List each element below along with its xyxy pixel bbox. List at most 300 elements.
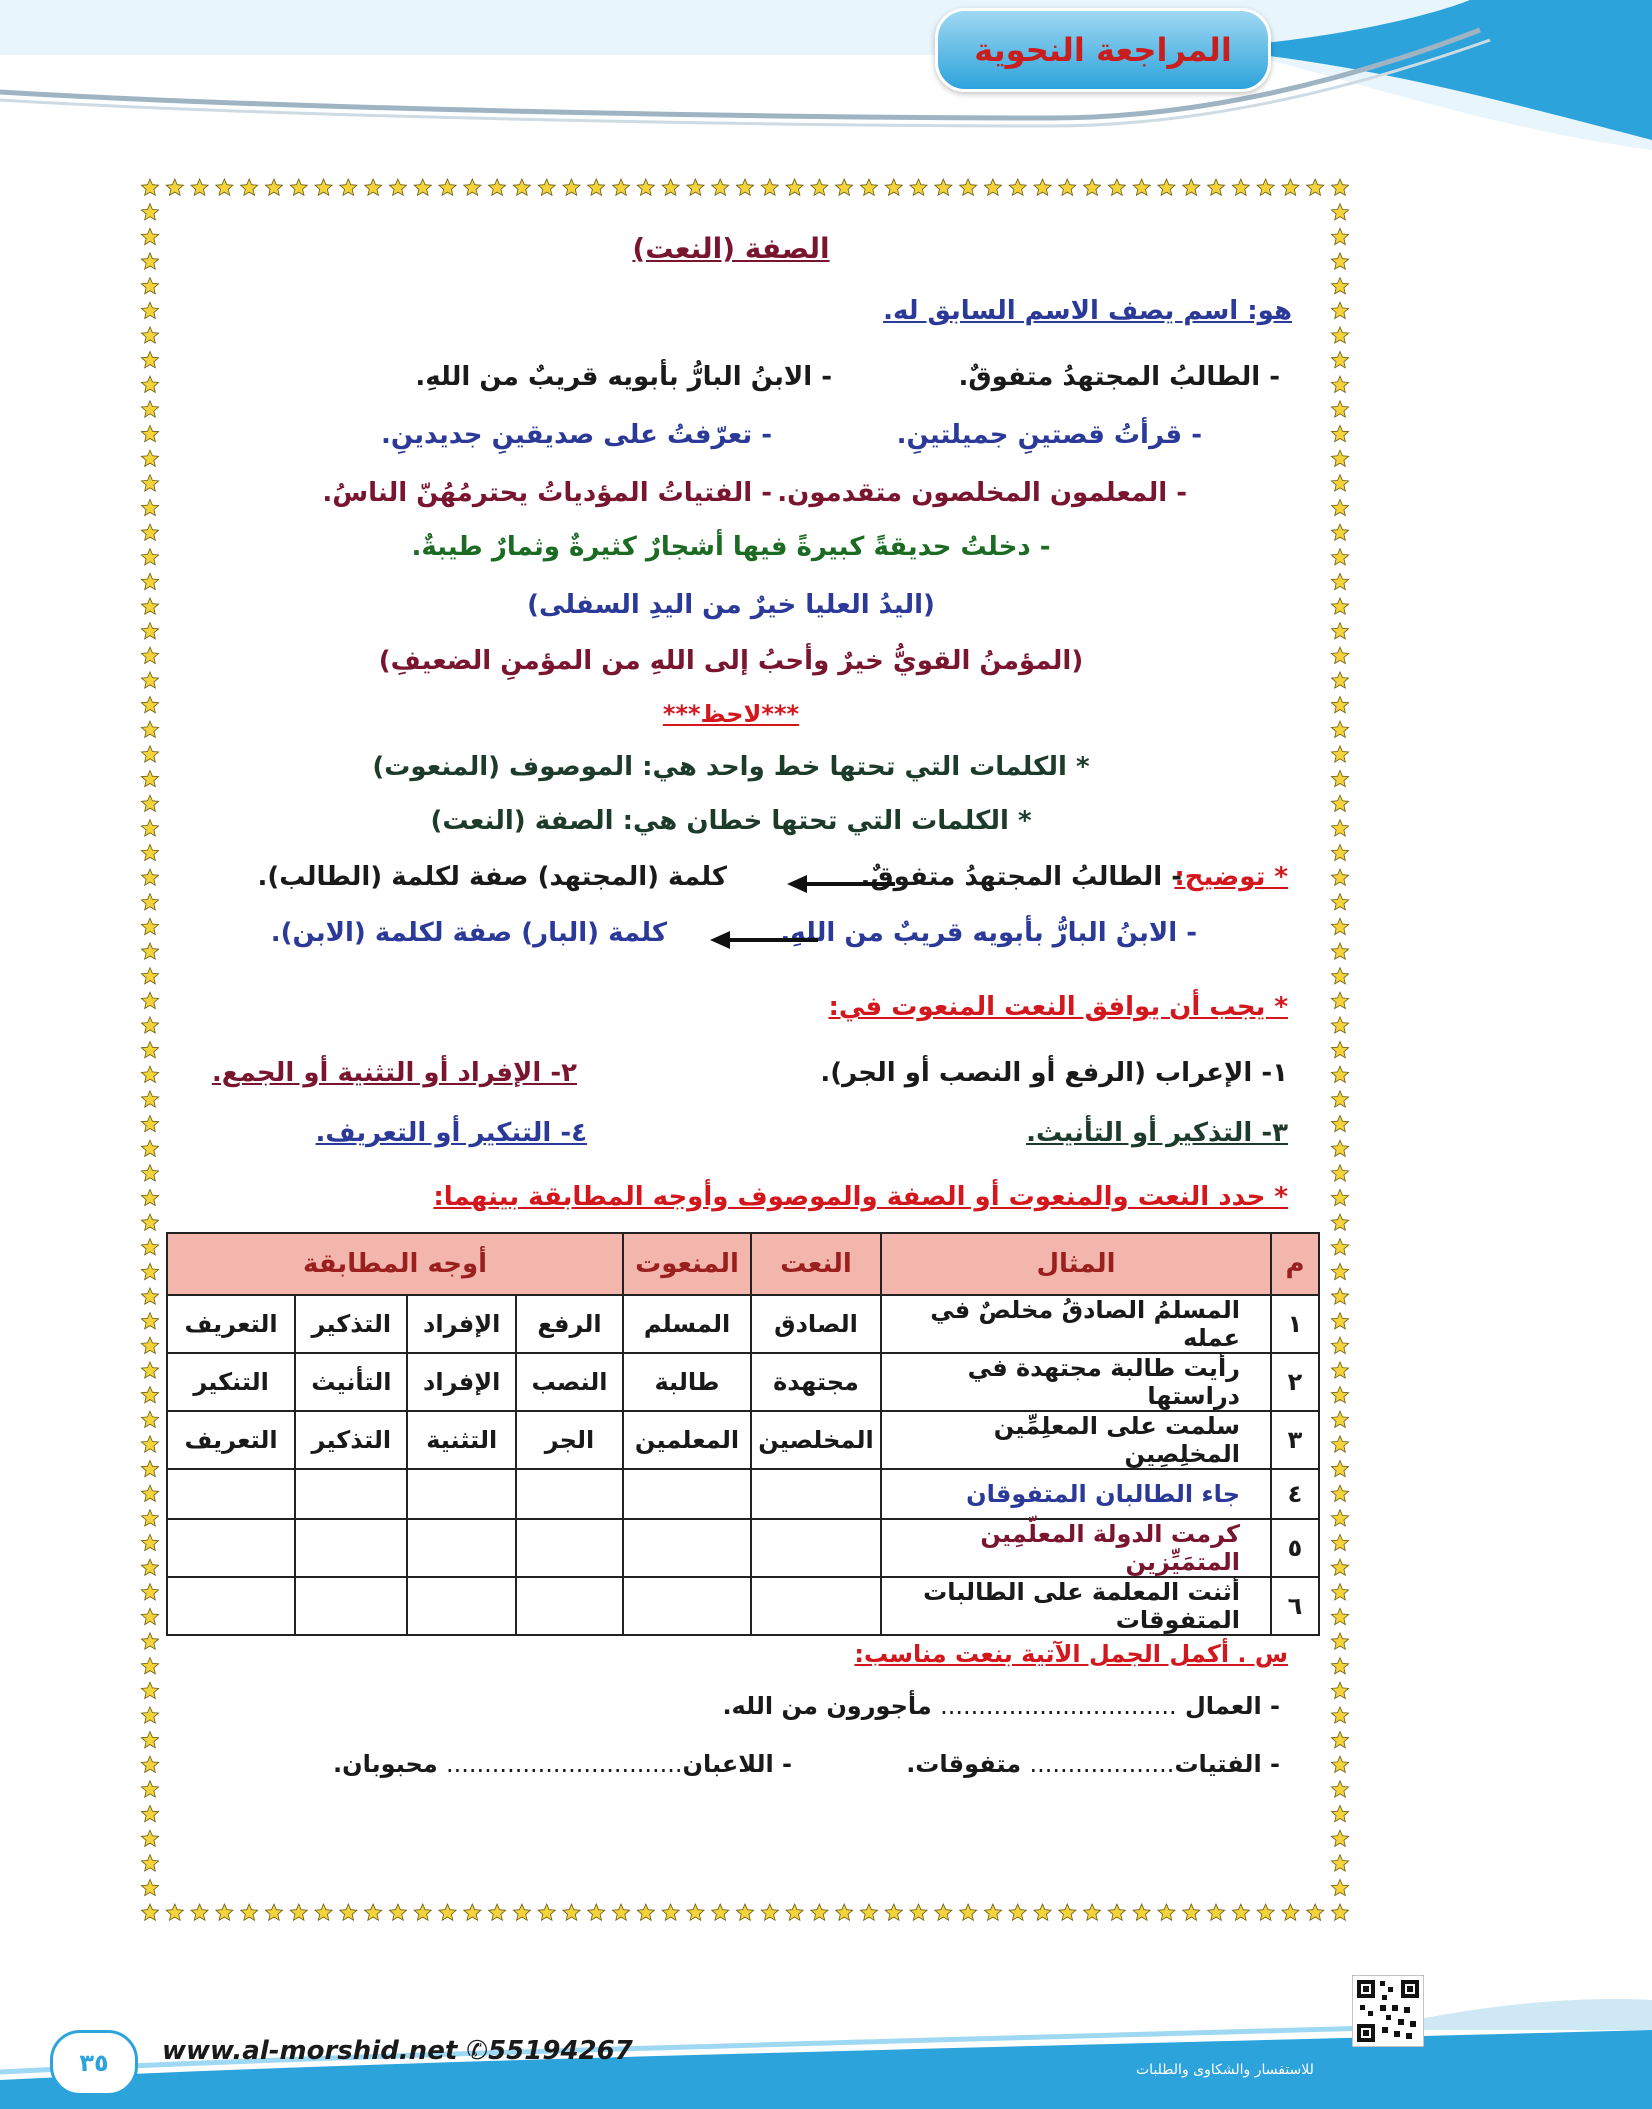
star-icon	[191, 179, 208, 195]
row-number: ٦	[1271, 1577, 1319, 1635]
example-2a: - قرأتُ قصتينِ جميلتينِ.	[896, 420, 1202, 450]
star-icon	[141, 1362, 158, 1378]
star-icon	[1331, 598, 1348, 614]
star-icon	[464, 1904, 481, 1920]
agreement-item: ١- الإعراب (الرفع أو النصب أو الجر).	[820, 1058, 1288, 1088]
example-garden: - دخلتُ حديقةً كبيرةً فيها أشجارٌ كثيرةٌ وثمارٌ طيبةٌ.	[411, 532, 1051, 562]
star-icon	[1084, 179, 1101, 195]
agreement-gender-cell[interactable]	[295, 1469, 407, 1519]
row-number: ٤	[1271, 1469, 1319, 1519]
star-icon	[613, 179, 630, 195]
example-cell: جاء الطالبان المتفوقان	[881, 1469, 1271, 1519]
star-icon	[1183, 1904, 1200, 1920]
star-icon	[1331, 1707, 1348, 1723]
star-icon	[1331, 647, 1348, 663]
star-icon	[141, 1682, 158, 1698]
star-icon	[141, 647, 158, 663]
star-icon	[1331, 1337, 1348, 1353]
star-icon	[1108, 179, 1125, 195]
star-icon	[141, 1214, 158, 1230]
star-icon	[1034, 1904, 1051, 1920]
star-icon	[1331, 253, 1348, 269]
star-icon	[761, 1904, 778, 1920]
agreement-definiteness-cell[interactable]	[167, 1519, 295, 1577]
exercise-line-2	[906, 1750, 1280, 1778]
star-icon	[1183, 179, 1200, 195]
star-icon	[141, 1140, 158, 1156]
star-icon	[1331, 278, 1348, 294]
exercise-suffix: متفوقات.	[906, 1750, 1022, 1778]
star-icon	[241, 179, 258, 195]
adjective-cell[interactable]	[751, 1469, 881, 1519]
exercise-suffix: محبوبان.	[333, 1750, 438, 1778]
star-icon	[1331, 1288, 1348, 1304]
star-icon	[141, 499, 158, 515]
star-icon	[141, 1830, 158, 1846]
agreement-definiteness-cell[interactable]	[167, 1577, 295, 1635]
agreement-number-cell[interactable]	[407, 1469, 516, 1519]
star-icon	[1331, 1559, 1348, 1575]
definition: هو: اسم يصف الاسم السابق له.	[883, 296, 1292, 326]
star-icon	[1331, 1584, 1348, 1600]
star-icon	[1331, 204, 1348, 220]
star-icon	[1232, 1904, 1249, 1920]
star-icon	[736, 179, 753, 195]
star-icon	[613, 1904, 630, 1920]
star-icon	[960, 1904, 977, 1920]
star-icon	[141, 573, 158, 589]
star-icon	[141, 1436, 158, 1452]
star-icon	[1331, 1658, 1348, 1674]
star-icon	[1331, 943, 1348, 959]
agreement-number-cell: الإفراد	[407, 1353, 516, 1411]
star-icon	[414, 1904, 431, 1920]
star-icon	[141, 1337, 158, 1353]
star-icon	[1282, 1904, 1299, 1920]
lesson-title: الصفة (النعت)	[632, 232, 830, 265]
star-icon	[1331, 672, 1348, 688]
star-icon	[1331, 302, 1348, 318]
table-row	[167, 1295, 1319, 1353]
star-icon	[1331, 844, 1348, 860]
header-example: المثال	[881, 1233, 1271, 1295]
agreement-gender-cell[interactable]	[295, 1519, 407, 1577]
example-cell: المسلمُ الصادقُ مخلصٌ في عمله	[881, 1295, 1271, 1353]
adjective-cell: المخلصين	[751, 1411, 881, 1469]
agreement-title: * يجب أن يوافق النعت المنعوت في:	[828, 992, 1288, 1022]
agreement-gender-cell: التذكير	[295, 1295, 407, 1353]
star-icon	[1331, 1189, 1348, 1205]
star-icon	[265, 179, 282, 195]
star-icon	[141, 1165, 158, 1181]
star-icon	[1331, 573, 1348, 589]
star-icon	[141, 1781, 158, 1797]
star-icon	[389, 1904, 406, 1920]
star-icon	[141, 1115, 158, 1131]
star-icon	[811, 1904, 828, 1920]
clarify-label: * توضيح:	[1174, 862, 1288, 892]
star-icon	[687, 1904, 704, 1920]
agreement-case-cell[interactable]	[516, 1469, 623, 1519]
star-icon	[141, 1707, 158, 1723]
star-icon	[141, 770, 158, 786]
analysis-table	[166, 1232, 1320, 1636]
star-icon	[836, 1904, 853, 1920]
star-icon	[141, 820, 158, 836]
exercise-title: س . أكمل الجمل الآتية بنعت مناسب:	[854, 1640, 1288, 1668]
agreement-definiteness-cell: التنكير	[167, 1353, 295, 1411]
star-icon	[1331, 401, 1348, 417]
agreement-case-cell: الجر	[516, 1411, 623, 1469]
star-icon	[141, 524, 158, 540]
star-icon	[141, 1263, 158, 1279]
blank-field[interactable]: ...............................	[940, 1692, 1177, 1720]
qr-code-icon[interactable]	[1352, 1975, 1424, 2047]
star-icon	[1331, 968, 1348, 984]
star-icon	[637, 1904, 654, 1920]
star-icon	[141, 894, 158, 910]
star-icon	[1331, 376, 1348, 392]
star-icon	[141, 1091, 158, 1107]
star-icon	[1059, 179, 1076, 195]
star-icon	[141, 672, 158, 688]
star-icon	[563, 179, 580, 195]
star-icon	[1331, 1855, 1348, 1871]
hadith-2: (المؤمنُ القويُّ خيرٌ وأحبُ إلى اللهِ من المؤمنِ الضعيفِ)	[378, 646, 1084, 676]
star-icon	[786, 179, 803, 195]
table-row	[167, 1519, 1319, 1577]
page-number-badge	[50, 2030, 138, 2096]
adjective-cell: مجتهدة	[751, 1353, 881, 1411]
website-url[interactable]: www.al-morshid.net ✆55194267	[162, 2036, 633, 2066]
star-icon	[1232, 179, 1249, 195]
star-icon	[141, 721, 158, 737]
star-icon	[1331, 1313, 1348, 1329]
star-icon	[141, 1658, 158, 1674]
star-icon	[860, 179, 877, 195]
star-icon	[1331, 770, 1348, 786]
star-icon	[1331, 1830, 1348, 1846]
header-tab	[935, 8, 1271, 92]
star-icon	[141, 179, 158, 195]
star-icon	[1331, 1091, 1348, 1107]
star-icon	[141, 1017, 158, 1033]
star-icon	[786, 1904, 803, 1920]
star-icon	[761, 179, 778, 195]
example-cell: أثنت المعلمة على الطالبات المتفوقات	[881, 1577, 1271, 1635]
exercise-suffix: مأجورون من الله.	[722, 1692, 932, 1720]
star-icon	[1331, 894, 1348, 910]
star-icon	[439, 1904, 456, 1920]
star-icon	[1331, 869, 1348, 885]
star-icon	[1331, 179, 1348, 195]
star-icon	[489, 1904, 506, 1920]
star-icon	[637, 179, 654, 195]
star-icon	[1331, 1682, 1348, 1698]
blank-field[interactable]: ...................	[1029, 1750, 1175, 1778]
star-icon	[1331, 820, 1348, 836]
star-icon	[241, 1904, 258, 1920]
arrow-left-icon	[710, 928, 820, 952]
exercise-prefix: - العمال	[1184, 1692, 1280, 1720]
exercise-prefix: - الفتيات	[1174, 1750, 1280, 1778]
star-icon	[1331, 1485, 1348, 1501]
star-icon	[1331, 1017, 1348, 1033]
star-icon	[984, 1904, 1001, 1920]
star-icon	[141, 352, 158, 368]
header-band	[0, 0, 1652, 150]
star-icon	[588, 1904, 605, 1920]
star-icon	[935, 1904, 952, 1920]
star-icon	[141, 278, 158, 294]
star-icon	[1331, 549, 1348, 565]
star-icon	[141, 697, 158, 713]
row-number: ١	[1271, 1295, 1319, 1353]
star-icon	[1331, 1510, 1348, 1526]
header-noun: المنعوت	[623, 1233, 751, 1295]
agreement-gender-cell[interactable]	[295, 1577, 407, 1635]
star-icon	[414, 179, 431, 195]
star-icon	[836, 179, 853, 195]
exercise-line-3	[333, 1750, 792, 1778]
star-icon	[141, 327, 158, 343]
star-icon	[340, 1904, 357, 1920]
star-icon	[1158, 1904, 1175, 1920]
example-1a: - الطالبُ المجتهدُ متفوقٌ.	[958, 362, 1280, 392]
agreement-item: ٤- التنكير أو التعريف.	[315, 1118, 587, 1148]
star-icon	[1009, 179, 1026, 195]
note-2: * الكلمات التي تحتها خطان هي: الصفة (النعت)	[430, 806, 1032, 836]
example-cell: سلمت على المعلِمِّين المخلِصِين	[881, 1411, 1271, 1469]
star-icon	[141, 302, 158, 318]
star-icon	[141, 425, 158, 441]
star-icon	[141, 1855, 158, 1871]
star-icon	[141, 623, 158, 639]
noun-cell: المسلم	[623, 1295, 751, 1353]
star-icon	[141, 598, 158, 614]
star-icon	[1331, 721, 1348, 737]
star-icon	[1331, 1608, 1348, 1624]
star-icon	[141, 1313, 158, 1329]
star-icon	[736, 1904, 753, 1920]
star-icon	[141, 1559, 158, 1575]
star-icon	[141, 1239, 158, 1255]
star-icon	[885, 1904, 902, 1920]
star-icon	[662, 1904, 679, 1920]
star-icon	[935, 179, 952, 195]
page-number: ٣٥	[79, 2049, 109, 2077]
star-icon	[538, 179, 555, 195]
star-icon	[1331, 1140, 1348, 1156]
table-title: * حدد النعت والمنعوت أو الصفة والموصوف وأوجه المطابقة بينهما:	[433, 1182, 1288, 1212]
agreement-case-cell[interactable]	[516, 1577, 623, 1635]
star-icon	[1009, 1904, 1026, 1920]
agreement-gender-cell: التذكير	[295, 1411, 407, 1469]
star-icon	[166, 1904, 183, 1920]
agreement-case-cell[interactable]	[516, 1519, 623, 1577]
star-icon	[315, 179, 332, 195]
star-icon	[1331, 746, 1348, 762]
star-icon	[1108, 1904, 1125, 1920]
star-icon	[1331, 1633, 1348, 1649]
star-icon	[712, 179, 729, 195]
star-icon	[1257, 1904, 1274, 1920]
star-icon	[141, 1066, 158, 1082]
star-icon	[910, 1904, 927, 1920]
noun-cell[interactable]	[623, 1519, 751, 1577]
header-title: المراجعة النحوية	[974, 31, 1232, 69]
example-2b: - تعرّفتُ على صديقينِ جديدينِ.	[380, 420, 772, 450]
star-icon	[588, 179, 605, 195]
example-3a: - المعلمون المخلصون متقدمون.	[777, 478, 1187, 508]
star-icon	[984, 179, 1001, 195]
noun-cell: المعلمين	[623, 1411, 751, 1469]
adjective-cell[interactable]	[751, 1519, 881, 1577]
star-icon	[141, 1584, 158, 1600]
star-icon	[1307, 179, 1324, 195]
clarify-1-text: كلمة (المجتهد) صفة لكلمة (الطالب).	[257, 862, 727, 892]
exercise-prefix: - اللاعبان	[682, 1750, 792, 1778]
star-icon	[1331, 1263, 1348, 1279]
star-icon	[513, 1904, 530, 1920]
star-icon	[141, 1189, 158, 1205]
star-icon	[1331, 1115, 1348, 1131]
star-icon	[1331, 992, 1348, 1008]
agreement-item: ٢- الإفراد أو التثنية أو الجمع.	[211, 1058, 577, 1088]
star-icon	[1331, 623, 1348, 639]
noun-cell[interactable]	[623, 1577, 751, 1635]
star-icon	[1331, 1387, 1348, 1403]
table-header-row	[167, 1233, 1319, 1295]
star-icon	[141, 1460, 158, 1476]
agreement-definiteness-cell: التعريف	[167, 1295, 295, 1353]
star-icon	[141, 1510, 158, 1526]
table-row	[167, 1353, 1319, 1411]
star-icon	[811, 179, 828, 195]
star-icon	[1331, 475, 1348, 491]
arrow-left-icon	[787, 872, 897, 896]
star-icon	[1331, 450, 1348, 466]
star-icon	[1282, 179, 1299, 195]
header-agreement: أوجه المطابقة	[167, 1233, 623, 1295]
star-icon	[1133, 1904, 1150, 1920]
star-icon	[513, 179, 530, 195]
star-icon	[1331, 327, 1348, 343]
star-icon	[538, 1904, 555, 1920]
table-row	[167, 1469, 1319, 1519]
star-icon	[1084, 1904, 1101, 1920]
star-icon	[1331, 1460, 1348, 1476]
star-icon	[1331, 1879, 1348, 1895]
notice-label: ***لاحظ***	[662, 700, 800, 728]
star-icon	[1331, 697, 1348, 713]
star-icon	[191, 1904, 208, 1920]
star-icon	[216, 1904, 233, 1920]
star-icon	[1307, 1904, 1324, 1920]
star-icon	[141, 253, 158, 269]
star-icon	[1331, 1904, 1348, 1920]
star-icon	[662, 179, 679, 195]
star-icon	[216, 179, 233, 195]
star-icon	[141, 549, 158, 565]
star-icon	[1331, 1732, 1348, 1748]
star-icon	[1208, 1904, 1225, 1920]
star-icon	[1331, 1362, 1348, 1378]
star-icon	[141, 795, 158, 811]
clarify-2-text: كلمة (البار) صفة لكلمة (الابن).	[270, 918, 667, 948]
star-icon	[1331, 918, 1348, 934]
table-row	[167, 1411, 1319, 1469]
star-icon	[141, 1756, 158, 1772]
star-icon	[910, 179, 927, 195]
agreement-number-cell[interactable]	[407, 1519, 516, 1577]
adjective-cell[interactable]	[751, 1577, 881, 1635]
row-number: ٥	[1271, 1519, 1319, 1577]
star-icon	[1331, 1411, 1348, 1427]
star-icon	[141, 844, 158, 860]
star-icon	[315, 1904, 332, 1920]
clarify-2-example: - الابنُ البارُّ بأبويه قريبٌ من اللهِ.	[780, 918, 1197, 948]
star-icon	[141, 968, 158, 984]
star-icon	[1331, 1214, 1348, 1230]
star-icon	[464, 179, 481, 195]
star-icon	[1331, 1805, 1348, 1821]
agreement-gender-cell: التأنيث	[295, 1353, 407, 1411]
star-icon	[365, 1904, 382, 1920]
star-icon	[1208, 179, 1225, 195]
star-icon	[489, 179, 506, 195]
star-icon	[141, 450, 158, 466]
star-icon	[340, 179, 357, 195]
footer-note: للاستفسار والشكاوى والطلبات	[1136, 2062, 1314, 2078]
star-icon	[141, 1879, 158, 1895]
agreement-case-cell: الرفع	[516, 1295, 623, 1353]
agreement-number-cell[interactable]	[407, 1577, 516, 1635]
star-icon	[687, 179, 704, 195]
blank-field[interactable]: ...............................	[446, 1750, 683, 1778]
agreement-item: ٣- التذكير أو التأنيث.	[1026, 1118, 1288, 1148]
star-icon	[1331, 795, 1348, 811]
star-icon	[439, 179, 456, 195]
star-icon	[1133, 179, 1150, 195]
star-icon	[1331, 228, 1348, 244]
star-icon	[960, 179, 977, 195]
star-icon	[860, 1904, 877, 1920]
star-icon	[1257, 179, 1274, 195]
star-icon	[141, 918, 158, 934]
star-icon	[1059, 1904, 1076, 1920]
star-icon	[1331, 1756, 1348, 1772]
noun-cell[interactable]	[623, 1469, 751, 1519]
agreement-definiteness-cell: التعريف	[167, 1411, 295, 1469]
example-1b: - الابنُ البارُّ بأبويه قريبٌ من اللهِ.	[415, 362, 832, 392]
star-icon	[1331, 352, 1348, 368]
star-icon	[141, 1485, 158, 1501]
table-body	[167, 1295, 1319, 1635]
star-icon	[1331, 1534, 1348, 1550]
header-adj: النعت	[751, 1233, 881, 1295]
star-icon	[141, 1732, 158, 1748]
star-icon	[389, 179, 406, 195]
star-icon	[1158, 179, 1175, 195]
star-icon	[141, 1608, 158, 1624]
row-number: ٢	[1271, 1353, 1319, 1411]
agreement-definiteness-cell[interactable]	[167, 1469, 295, 1519]
star-icon	[290, 179, 307, 195]
star-icon	[141, 1904, 158, 1920]
star-icon	[1331, 499, 1348, 515]
star-icon	[141, 1411, 158, 1427]
